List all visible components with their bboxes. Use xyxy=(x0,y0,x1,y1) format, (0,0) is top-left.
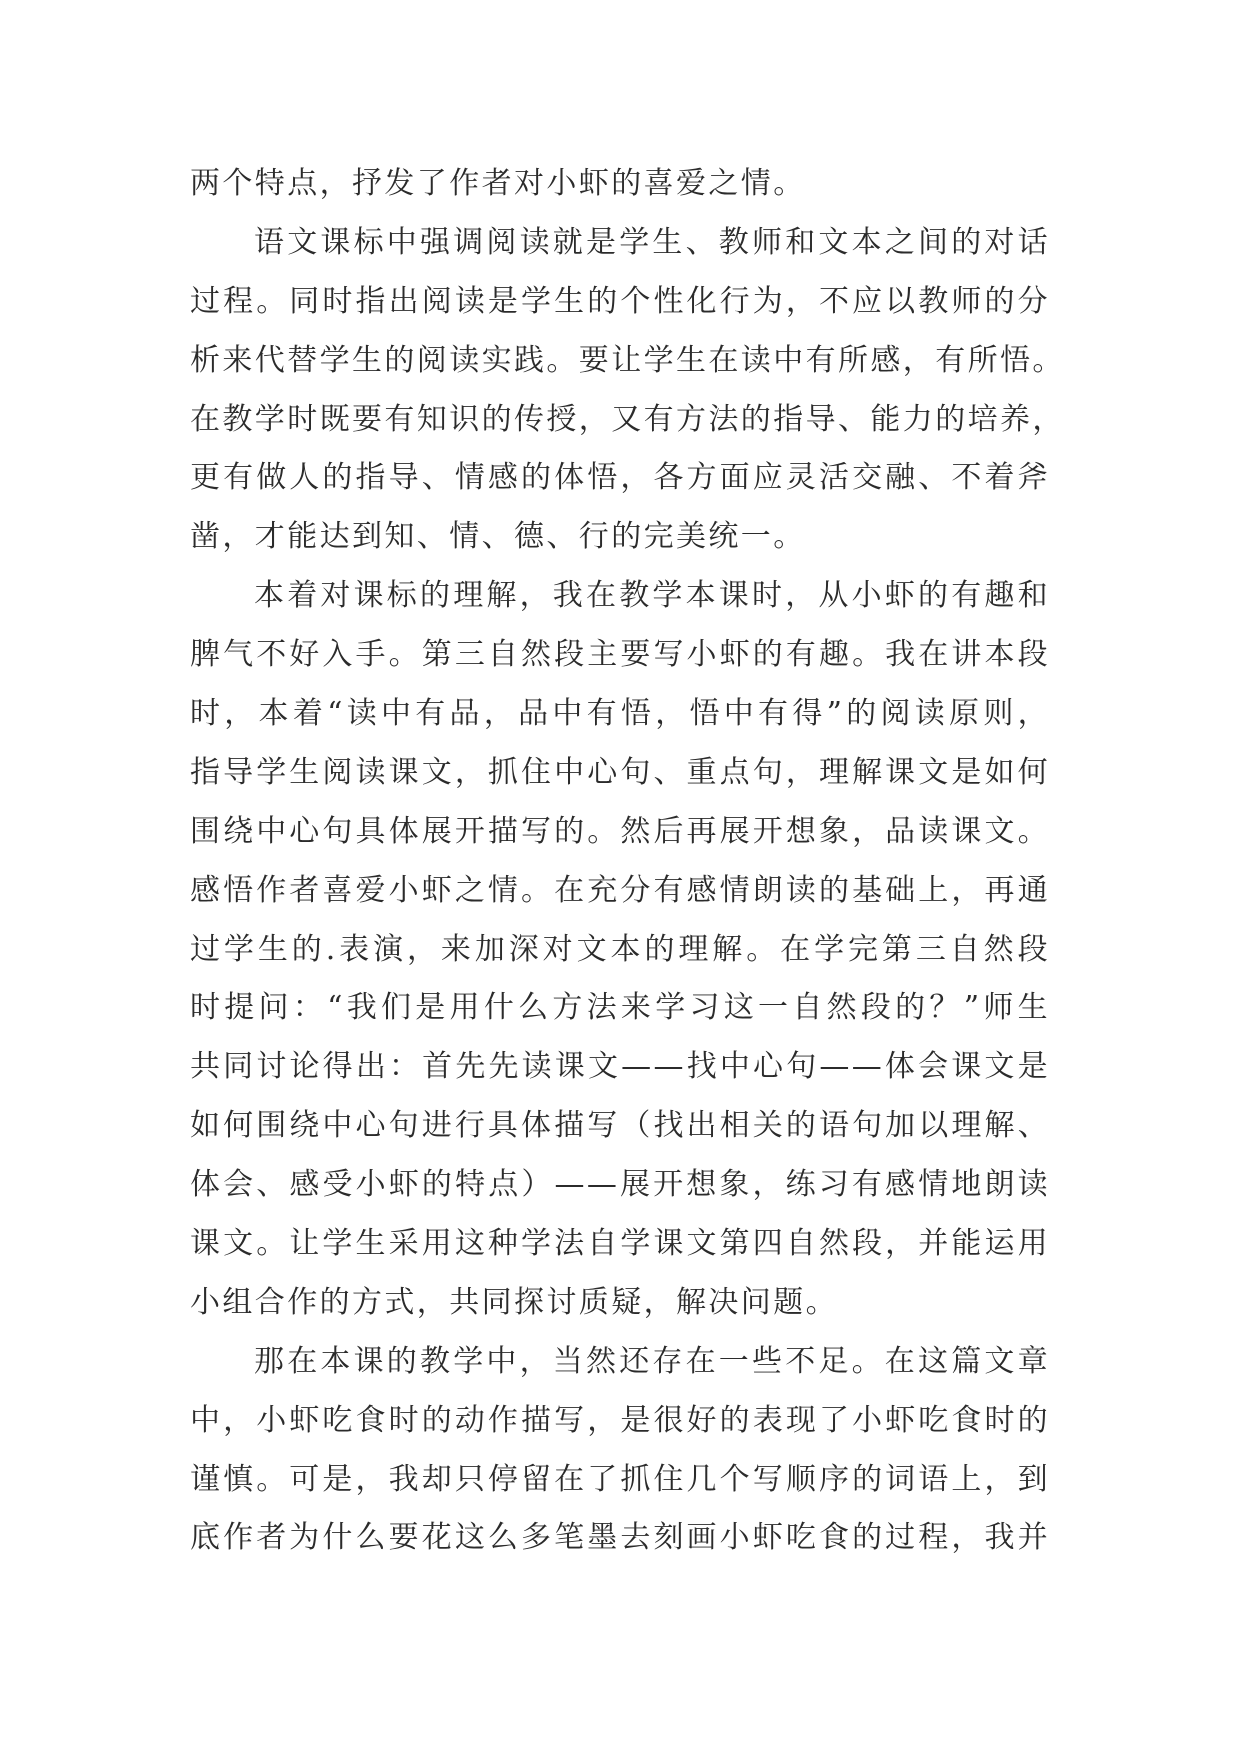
text-line: 两个特点，抒发了作者对小虾的喜爱之情。 xyxy=(190,166,806,201)
text-line: 中，小虾吃食时的动作描写，是很好的表现了小虾吃食时的 xyxy=(190,1402,1050,1438)
body-text xyxy=(190,155,1065,1568)
text-line: 围绕中心句具体展开描写的。然后再展开想象，品读课文。 xyxy=(190,813,1050,849)
text-line: 本着对课标的理解，我在教学本课时，从小虾的有趣和 xyxy=(254,578,1050,614)
text-line: 谨慎。可是，我却只停留在了抓住几个写顺序的词语上，到 xyxy=(190,1461,1050,1497)
text-line: 小组合作的方式，共同探讨质疑，解决问题。 xyxy=(190,1284,838,1320)
text-line: 感悟作者喜爱小虾之情。在充分有感情朗读的基础上，再通 xyxy=(190,872,1050,908)
text-line: 底作者为什么要花这么多笔墨去刻画小虾吃食的过程，我并 xyxy=(190,1520,1050,1556)
text-line: 课文。让学生采用这种学法自学课文第四自然段，并能运用 xyxy=(190,1226,1050,1262)
text-line: 体会、感受小虾的特点）——展开想象，练习有感情地朗读 xyxy=(190,1167,1050,1203)
text-line: 在教学时既要有知识的传授，又有方法的指导、能力的培养， xyxy=(190,401,1065,437)
text-line: 过程。同时指出阅读是学生的个性化行为，不应以教师的分 xyxy=(190,283,1050,319)
text-line: 语文课标中强调阅读就是学生、教师和文本之间的对话 xyxy=(254,224,1050,260)
text-line: 凿，才能达到知、情、德、行的完美统一。 xyxy=(190,519,806,555)
text-line: 如何围绕中心句进行具体描写（找出相关的语句加以理解、 xyxy=(190,1108,1050,1144)
text-line: 时，本着“读中有品，品中有悟，悟中有得”的阅读原则， xyxy=(190,696,1050,732)
text-line: 析来代替学生的阅读实践。要让学生在读中有所感，有所悟。 xyxy=(190,342,1065,378)
text-line: 时提问：“我们是用什么方法来学习这一自然段的？”师生 xyxy=(190,990,1050,1026)
text-line: 脾气不好入手。第三自然段主要写小虾的有趣。我在讲本段 xyxy=(190,637,1050,673)
text-line: 过学生的.表演，来加深对文本的理解。在学完第三自然段 xyxy=(190,931,1050,967)
text-line: 更有做人的指导、情感的体悟，各方面应灵活交融、不着斧 xyxy=(190,460,1050,496)
text-line: 共同讨论得出：首先先读课文——找中心句——体会课文是 xyxy=(190,1049,1050,1085)
text-line: 那在本课的教学中，当然还存在一些不足。在这篇文章 xyxy=(254,1343,1050,1379)
text-line: 指导学生阅读课文，抓住中心句、重点句，理解课文是如何 xyxy=(190,754,1050,790)
